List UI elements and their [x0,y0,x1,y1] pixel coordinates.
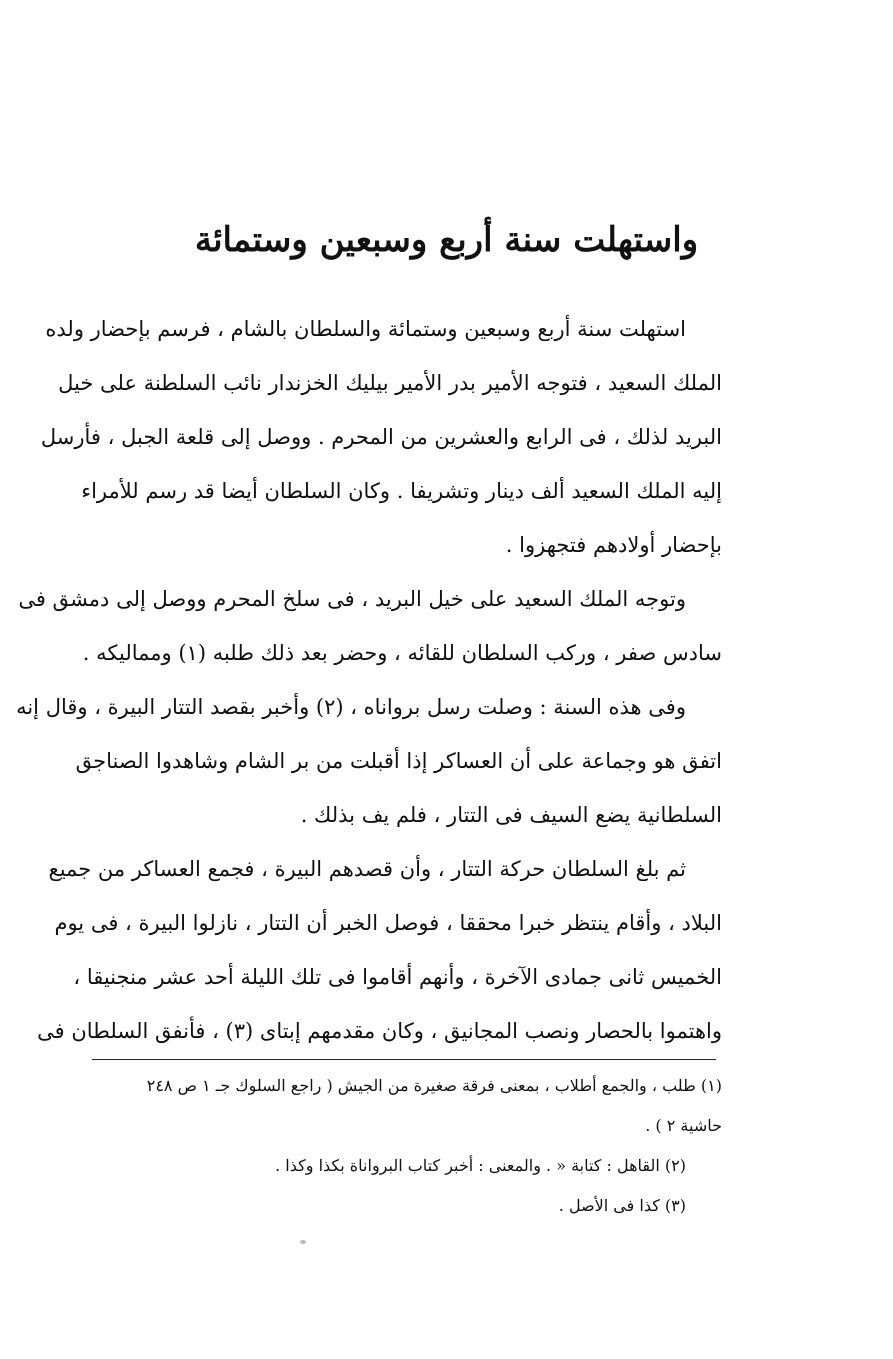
footnotes [92,1066,722,1226]
section-heading: واستهلت سنة أربع وسبعين وستمائة [194,220,699,260]
footnote-divider [92,1059,716,1060]
paragraph-4-line-2: البلاد ، وأقام ينتظر خبرا محققا ، فوصل الخبر أن التتار ، نازلوا البيرة ، فى يوم [54,911,722,935]
footnote-3: (٣) كذا فى الأصل . [558,1196,686,1215]
paragraph-1-line-2: الملك السعيد ، فتوجه الأمير بدر الأمير بيليك الخزندار نائب السلطنة على خيل [58,371,722,395]
footnote-2: (٢) القاهل : كتابة « . والمعنى : أخبر كتاب البرواناة بكذا وكذا . [275,1156,686,1175]
paragraph-3-line-3: السلطانية يضع السيف فى التتار ، فلم يف بذلك . [300,803,722,827]
print-speck [300,1240,306,1244]
paragraph-4-line-4: واهتموا بالحصار ونصب المجانيق ، وكان مقدمهم إبتاى (٣) ، فأنفق السلطان فى [37,1019,722,1043]
paragraph-1-line-5: بإحضار أولادهم فتجهزوا . [505,533,722,557]
paragraph-3-line-2: اتفق هو وجماعة على أن العساكر إذا أقبلت من بر الشام وشاهدوا الصناجق [75,749,722,773]
paragraph-4-line-1: ثم بلغ السلطان حركة التتار ، وأن قصدهم البيرة ، فجمع العساكر من جميع [48,857,686,881]
paragraph-2-line-1: وتوجه الملك السعيد على خيل البريد ، فى سلخ المحرم ووصل إلى دمشق فى [18,587,686,611]
paragraph-1-line-1: استهلت سنة أربع وسبعين وستمائة والسلطان بالشام ، فرسم بإحضار ولده [45,317,686,341]
body-text [16,302,722,1058]
paragraph-1-line-4: إليه الملك السعيد ألف دينار وتشريفا . وكان السلطان أيضا قد رسم للأمراء [81,479,722,503]
paragraph-3-line-1: وفى هذه السنة : وصلت رسل برواناه ، (٢) وأخبر بقصد التتار البيرة ، وقال إنه [16,695,686,719]
footnote-1-continued: حاشية ٢ ) . [645,1116,722,1135]
footnote-1: (١) طلب ، والجمع أطلاب ، بمعنى فرقة صغيرة من الجيش ( راجع السلوك جـ ١ ص ٢٤٨ [146,1076,722,1095]
paragraph-2-line-2: سادس صفر ، وركب السلطان للقائه ، وحضر بعد ذلك طلبه (١) ومماليكه . [82,641,722,665]
paragraph-4-line-3: الخميس ثانى جمادى الآخرة ، وأنهم أقاموا فى تلك الليلة أحد عشر منجنيقا ، [73,965,722,989]
paragraph-1-line-3: البريد لذلك ، فى الرابع والعشرين من المحرم . ووصل إلى قلعة الجبل ، فأرسل [40,425,722,449]
